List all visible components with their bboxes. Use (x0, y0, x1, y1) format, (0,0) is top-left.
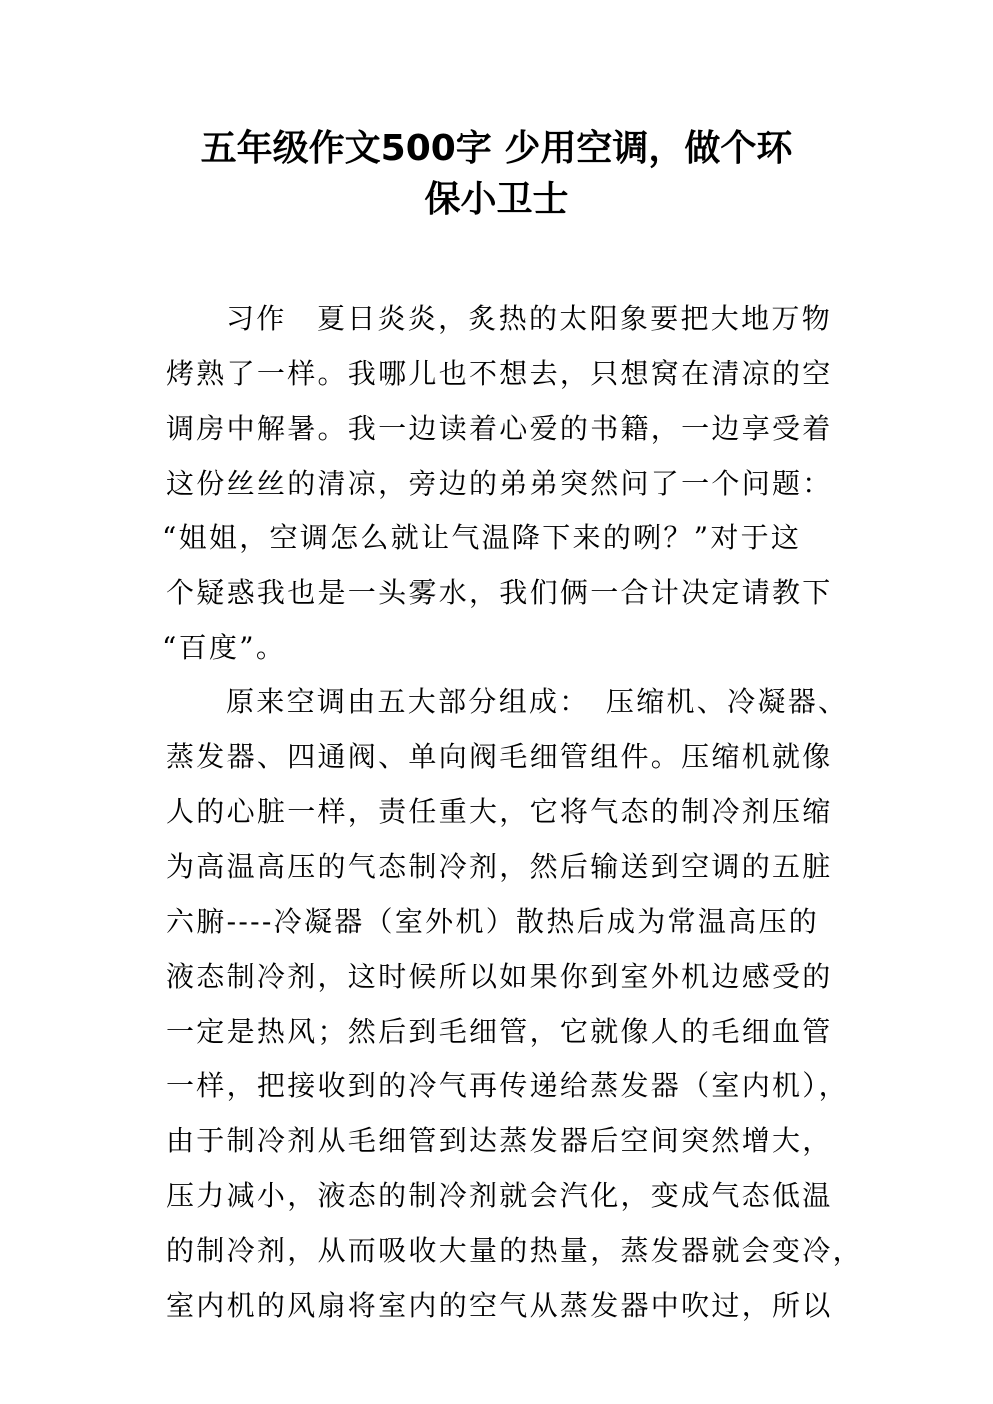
text-line: 原来空调由五大部分组成： 压缩机、冷凝器、 (226, 685, 849, 718)
text-line: 个疑惑我也是一头雾水，我们俩一合计决定请教下 (166, 576, 833, 609)
text-line: 这份丝丝的清凉，旁边的弟弟突然问了一个问题： (166, 467, 833, 500)
page-title-line-1: 五年级作文500字 少用空调，做个环 (200, 128, 793, 169)
text-line: 习作 夏日炎炎，炙热的太阳象要把大地万物 (226, 302, 833, 335)
text-line: 一样，把接收到的冷气再传递给蒸发器（室内机）， (166, 1069, 849, 1102)
text-line: 为高温高压的气态制冷剂，然后输送到空调的五脏 (166, 850, 833, 883)
text-line: “百度”。 (162, 631, 287, 664)
text-line: 人的心脏一样，责任重大，它将气态的制冷剂压缩 (166, 795, 833, 828)
text-line: 蒸发器、四通阀、单向阀毛细管组件。压缩机就像 (166, 740, 833, 773)
text-line: 六腑----冷凝器（室外机）散热后成为常温高压的 (166, 905, 820, 938)
text-line: 由于制冷剂从毛细管到达蒸发器后空间突然增大， (166, 1124, 833, 1157)
text-line: 一定是热风；然后到毛细管，它就像人的毛细血管 (166, 1015, 833, 1048)
text-line: 的制冷剂，从而吸收大量的热量，蒸发器就会变冷， (166, 1234, 863, 1267)
text-line: 室内机的风扇将室内的空气从蒸发器中吹过，所以 (166, 1289, 833, 1322)
text-line: “姐姐，空调怎么就让气温降下来的咧？”对于这 (162, 521, 802, 554)
page-title-line-2: 保小卫士 (424, 179, 569, 220)
text-line: 压力减小，液态的制冷剂就会汽化，变成气态低温 (166, 1179, 833, 1212)
text-line: 调房中解暑。我一边读着心爱的书籍，一边享受着 (166, 412, 833, 445)
text-line: 烤熟了一样。我哪儿也不想去，只想窝在清凉的空 (166, 357, 833, 390)
text-line: 液态制冷剂，这时候所以如果你到室外机边感受的 (166, 960, 833, 993)
